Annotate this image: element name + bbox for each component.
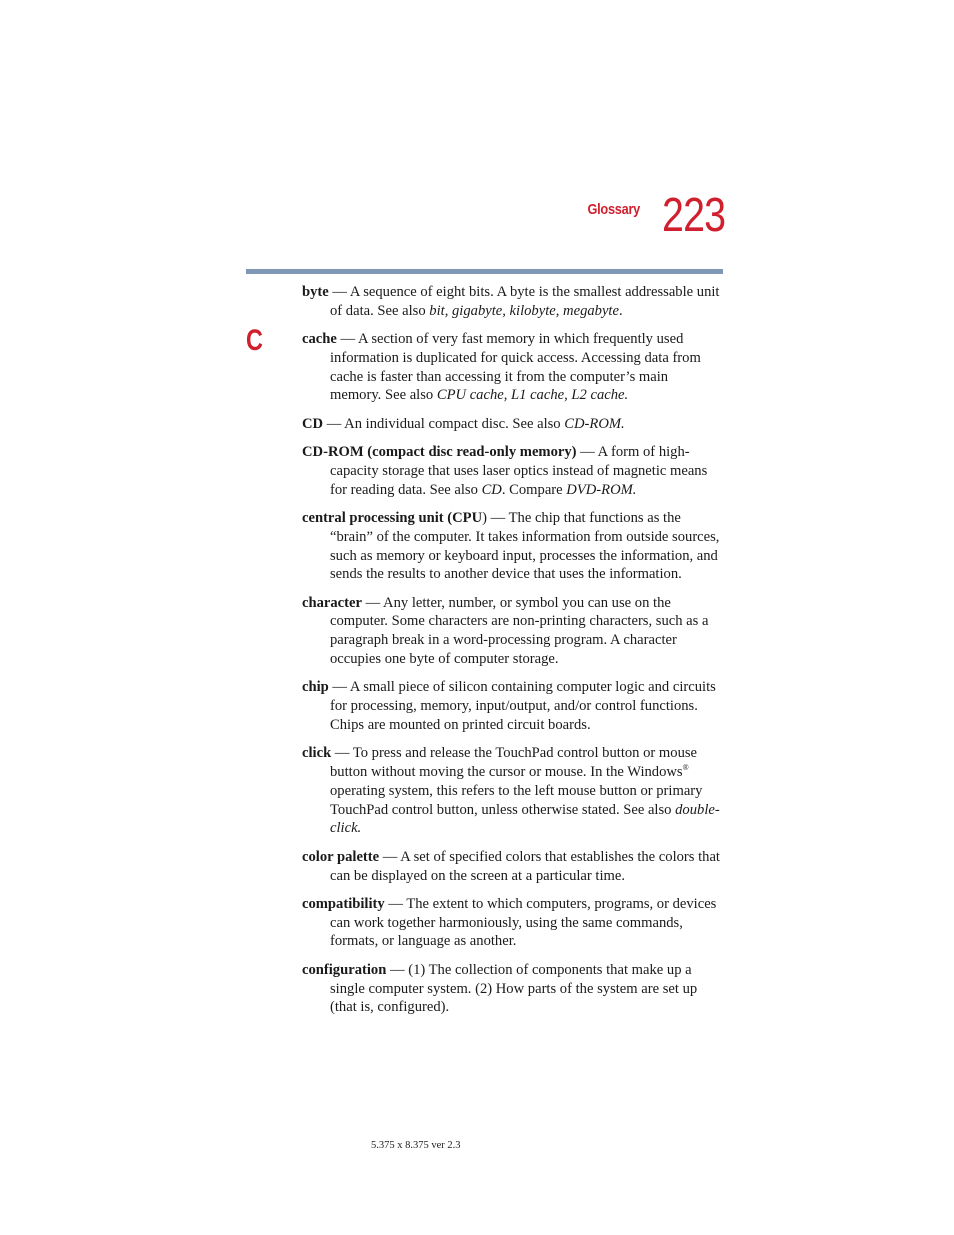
- definition: — To press and release the TouchPad control button or mouse button without moving the cursor or mouse. In the Windows: [330, 745, 698, 781]
- footer-version: 5.375 x 8.375 ver 2.3: [371, 1140, 461, 1151]
- cross-ref: megabyte: [563, 302, 619, 319]
- term: cache: [302, 331, 337, 348]
- definition: — A form of high-capacity storage that uses laser optics instead of magnetic means for reading data. See also: [330, 444, 708, 498]
- header-rule: [246, 269, 723, 274]
- term: color palette: [302, 848, 380, 865]
- term: character: [302, 594, 362, 611]
- definition: — An individual compact disc. See also: [323, 415, 565, 432]
- term: click: [302, 745, 332, 762]
- letter-marker: C: [246, 324, 263, 357]
- term: central processing unit (CPU: [302, 509, 483, 526]
- section-title: Glossary: [587, 201, 640, 218]
- term: CD-ROM (compact disc read-only memory): [302, 444, 577, 461]
- definition: — A sequence of eight bits. A byte is the smallest addressable unit of data. See also: [328, 284, 720, 319]
- term: byte: [302, 284, 329, 300]
- cross-ref: CD-ROM.: [564, 415, 625, 432]
- cross-ref: double-click.: [330, 801, 720, 837]
- term: CD: [302, 415, 324, 432]
- term: configuration: [302, 961, 387, 978]
- entry-cpu: [302, 509, 722, 584]
- cross-ref: CD: [481, 481, 502, 498]
- entry-click: [302, 744, 722, 838]
- definition-cont: . Compare: [501, 481, 567, 498]
- registered-mark: ®: [682, 763, 689, 773]
- term: compatibility: [302, 895, 385, 912]
- entry-cd: [302, 415, 722, 434]
- entry-compatibility: [302, 895, 722, 951]
- definition: — Any letter, number, or symbol you can use on the computer. Some characters are non-printing characters, such as a paragraph break in a word-processing program. A character occupies one byte of computer storage.: [330, 594, 709, 668]
- entry-configuration: [302, 961, 722, 1017]
- separator: ,: [555, 302, 564, 319]
- definition: — A section of very fast memory in which frequently used information is duplicated for quick access. Accessing data from cache is faster than accessing it from the computer’s main memory. See also: [330, 331, 701, 404]
- entry-byte: [302, 283, 722, 321]
- definition-cont: operating system, this refers to the left mouse button or primary TouchPad control button, unless otherwise stated. See also: [330, 782, 703, 818]
- cross-ref: bit, gigabyte, kilobyte: [429, 302, 556, 319]
- entry-cd-rom: [302, 443, 722, 499]
- entry-character: [302, 594, 722, 669]
- definition: — A small piece of silicon containing computer logic and circuits for processing, memory, input/output, and/or control functions. Chips are mounted on printed circuit boards.: [328, 679, 716, 733]
- glossary-list: [302, 283, 722, 1027]
- entry-color-palette: [302, 848, 722, 886]
- definition: — (1) The collection of components that make up a single computer system. (2) How parts of the system are set up (that is, configured).: [330, 961, 698, 1016]
- definition: ) — The chip that functions as the “brain” of the computer. It takes information from outside sources, such as memory or keyboard input, processes the information, and sends the results to another device that uses the information.: [330, 509, 720, 583]
- definition: — The extent to which computers, programs, or devices can work together harmoniously, using the same commands, formats, or language as another.: [330, 895, 717, 950]
- page-number: 223: [662, 189, 726, 242]
- cross-ref: DVD-ROM.: [566, 481, 637, 498]
- term: chip: [302, 679, 329, 696]
- definition: — A set of specified colors that establishes the colors that can be displayed on the screen at a particular time.: [330, 848, 720, 884]
- cross-ref: CPU cache, L1 cache, L2 cache.: [436, 387, 629, 404]
- entry-chip: [302, 678, 722, 734]
- punctuation: .: [618, 302, 623, 319]
- entry-cache: [302, 330, 722, 405]
